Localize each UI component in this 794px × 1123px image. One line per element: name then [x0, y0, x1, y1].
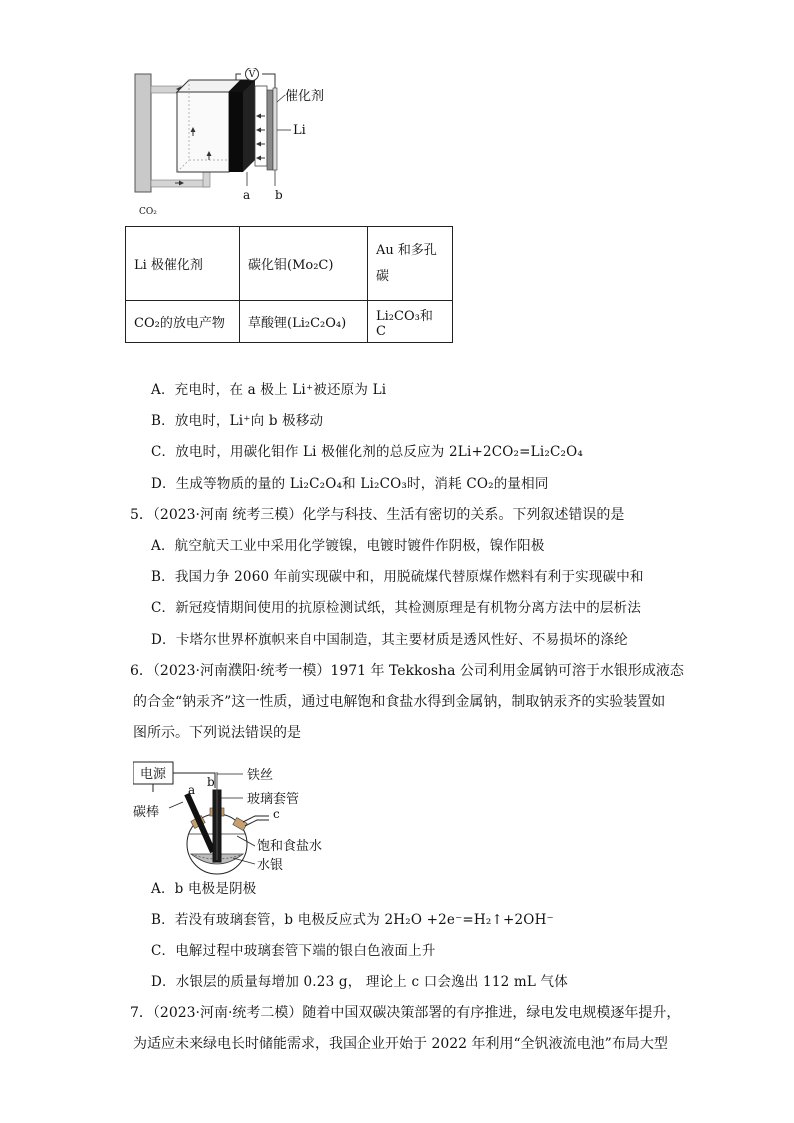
- svg-text:电源: 电源: [139, 767, 167, 782]
- label-co2: CO₂: [139, 207, 157, 217]
- q6-stem-line1: 6．（2023·河南濮阳·统考一模）1971 年 Tekkosha 公司利用金属钠可溶于水银形成液态: [130, 663, 684, 679]
- table-cell: Li₂CO₃和 C: [368, 301, 453, 343]
- catalyst-product-table: [125, 226, 453, 343]
- table-cell: 草酸锂(Li₂C₂O₄): [240, 301, 368, 343]
- table-cell: Li 极催化剂: [126, 227, 240, 301]
- q5-option-a: A．航空航天工业中采用化学镀镍，电镀时镀件作阴极，镍作阳极: [151, 538, 545, 554]
- battery-figure: [125, 68, 355, 220]
- label-b: b: [275, 188, 283, 202]
- co2-pipe: [135, 74, 151, 192]
- q4-option-a: A．充电时，在 a 极上 Li⁺被还原为 Li: [151, 382, 387, 398]
- li-electrode: [273, 88, 277, 170]
- q5-option-d: D．卡塔尔世界杯旗帜来自中国制造，其主要材质是透风性好、不易损坏的涤纶: [151, 632, 628, 648]
- label-fig-b: b: [207, 775, 215, 789]
- svg-text:V: V: [248, 70, 256, 80]
- q6-option-b: B．若没有玻璃套管，b 电极反应式为 2H₂O +2e⁻=H₂↑+2OH⁻: [151, 912, 554, 928]
- table-cell: Au 和多孔 碳: [368, 227, 453, 301]
- q6-option-d: D．水银层的质量每增加 0.23 g， 理论上 c 口会逸出 112 mL 气体: [151, 974, 568, 990]
- label-glass-tube: 玻璃套管: [247, 792, 300, 807]
- q4-option-d: D．生成等物质的量的 Li₂C₂O₄和 Li₂CO₃时，消耗 CO₂的量相同: [151, 476, 549, 492]
- label-carbon-rod: 碳棒: [133, 805, 160, 820]
- q5-option-b: B．我国力争 2060 年前实现碳中和，用脱硫煤代替原煤作燃料有利于实现碳中和: [151, 569, 644, 585]
- label-li: Li: [293, 123, 306, 138]
- q5-option-c: C．新冠疫情期间使用的抗原检测试纸，其检测原理是有机物分离方法中的层析法: [151, 600, 642, 616]
- q4-option-b: B．放电时，Li⁺向 b 极移动: [151, 413, 324, 429]
- electrolysis-figure: [133, 760, 363, 876]
- q7-stem-line2: 为适应未来绿电长时储能需求，我国企业开始于 2022 年利用“全钒液流电池”布局大型: [133, 1036, 668, 1052]
- label-mercury: 水银: [257, 858, 284, 873]
- label-fig-c: c: [273, 807, 280, 821]
- label-iron-wire: 铁丝: [247, 768, 274, 783]
- q6-stem-line2: 的合金“钠汞齐”这一性质，通过电解饱和食盐水得到金属钠，制取钠汞齐的实验装置如: [133, 694, 666, 710]
- q6-stem-line3: 图所示。下列说法错误的是: [133, 725, 301, 741]
- table-cell: CO₂的放电产物: [126, 301, 240, 343]
- q7-stem-line1: 7．（2023·河南·统考二模）随着中国双碳决策部署的有序推进，绿电发电规模逐年提升，: [130, 1005, 681, 1021]
- label-catalyst: 催化剂: [285, 89, 325, 104]
- catalyst-layer: [267, 90, 273, 170]
- q5-stem: 5．（2023·河南 统考三模）化学与科技、生活有密切的关系。下列叙述错误的是: [130, 507, 625, 523]
- q6-option-c: C．电解过程中玻璃套管下端的银白色液面上升: [151, 943, 436, 959]
- q6-option-a: A．b 电极是阴极: [151, 881, 257, 897]
- label-fig-a: a: [188, 783, 196, 797]
- table-cell: 碳化钼(Mo₂C): [240, 227, 368, 301]
- q4-option-c: C．放电时，用碳化钼作 Li 极催化剂的总反应为 2Li+2CO₂=Li₂C₂O₄: [151, 444, 583, 460]
- label-a: a: [243, 188, 251, 202]
- label-brine: 饱和食盐水: [257, 839, 323, 854]
